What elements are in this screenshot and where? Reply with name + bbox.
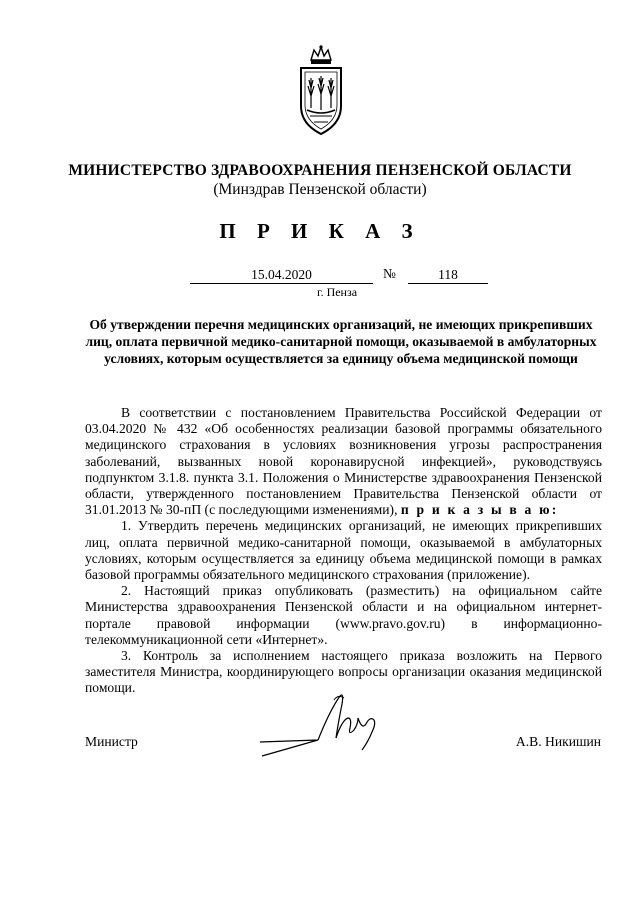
- signer-title: Министр: [85, 734, 138, 749]
- preamble-text: В соответствии с постановлением Правительства Российской Федерации от 03.04.2020 № 432 «Об особенностях реализации базовой программы обязательного медицинского страхования в условиях возникновения угрозы распространения заболеваний, вызванных новой коронавирусной инфекцией», руководствуясь подпунктом 3.1.8. пункта 3.1. Положения о Министерстве здравоохранения Пензенской области, утвержденного постановлением Правительства Пензенской области от 31.01.2013 № 30-пП (с последующими изменениями),: [85, 405, 602, 518]
- city-label: г. Пенза: [317, 285, 358, 299]
- handwritten-signature-icon: [258, 690, 382, 770]
- order-date: 15.04.2020: [190, 268, 373, 284]
- document-type-title: П Р И К А З: [219, 219, 421, 243]
- order-item-2: 2. Настоящий приказ опубликовать (разместить) на официальном сайте Министерства здравоохранения Пензенской области и на официальном интернет-портале правовой информации (www.pravo.gov.ru) в информационно-телекоммуникационной сети «Интернет».: [85, 583, 602, 647]
- ministry-short-name: (Минздрав Пензенской области): [213, 181, 427, 198]
- ministry-name: МИНИСТЕРСТВО ЗДРАВООХРАНЕНИЯ ПЕНЗЕНСКОЙ ОБЛАСТИ: [68, 162, 572, 179]
- order-body: [85, 405, 602, 697]
- signer-name: А.В. Никишин: [515, 734, 601, 749]
- order-verb: п р и к а з ы в а ю:: [400, 502, 559, 518]
- order-number: 118: [408, 268, 488, 284]
- order-item-1: 1. Утвердить перечень медицинских организаций, не имеющих прикрепивших лиц, оплата первичной медико-санитарной помощи, оказываемой в амбулаторных условиях, которым осуществляется за единицу объема медицинской помощи в рамках базовой программы обязательного медицинского страхования (приложение).: [85, 518, 602, 583]
- order-subject: Об утверждении перечня медицинских организаций, не имеющих прикрепивших лиц, оплата первичной медико-санитарной помощи, оказываемой в амбулаторных условиях, которым осуществляется за единицу объема медицинской помощи: [85, 317, 597, 366]
- preamble-paragraph: [85, 405, 602, 518]
- order-item-3: 3. Контроль за исполнением настоящего приказа возложить на Первого заместителя Министра, координирующего вопросы организации оказания медицинской помощи.: [85, 648, 602, 696]
- number-sign: №: [383, 266, 396, 281]
- coat-of-arms-emblem-icon: [296, 44, 346, 140]
